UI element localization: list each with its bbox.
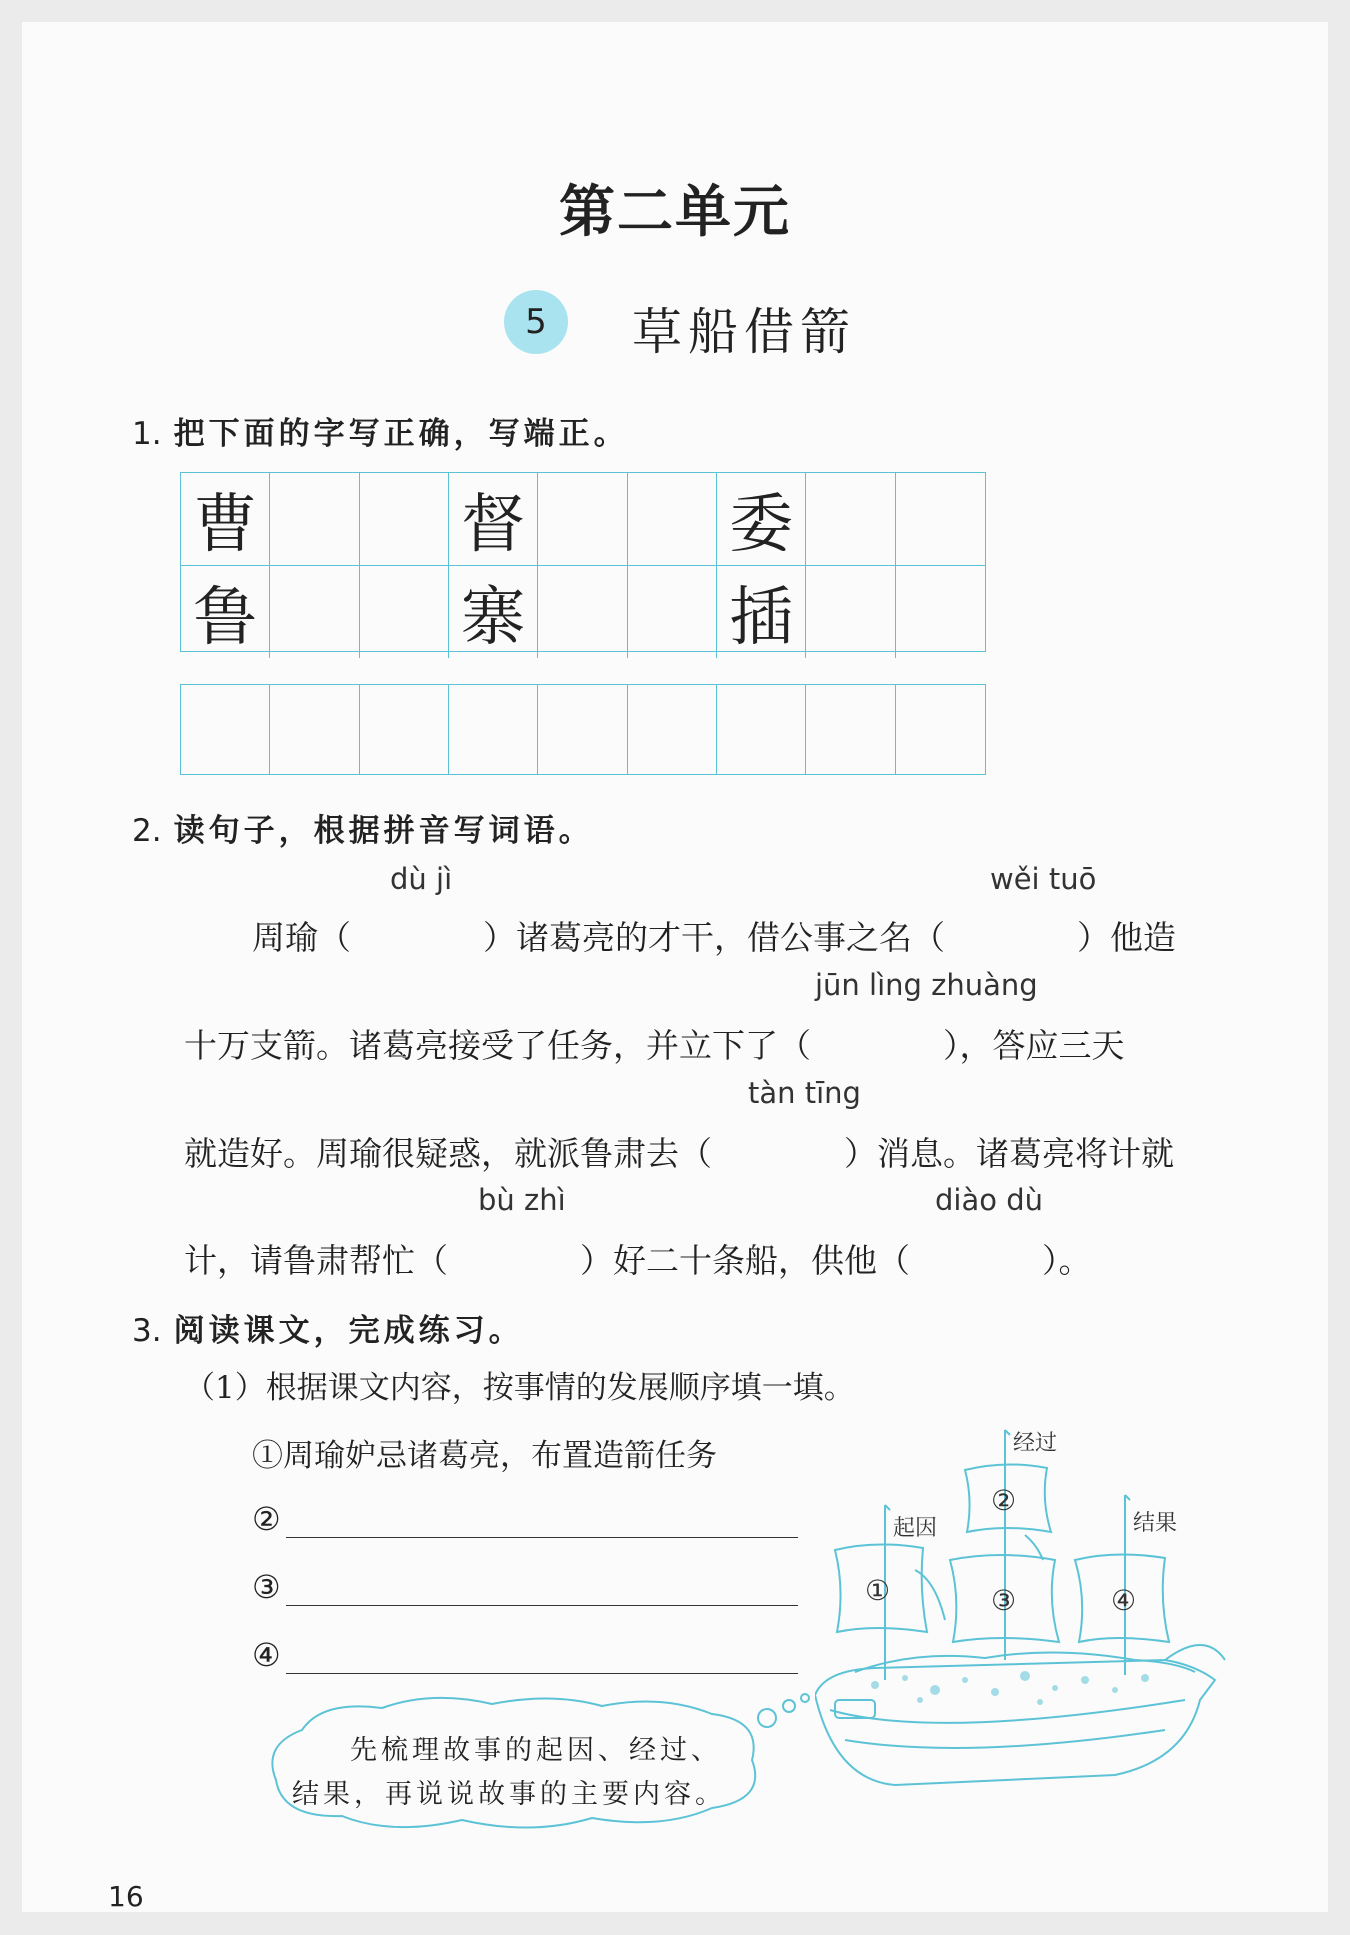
grid-cell[interactable] (538, 685, 627, 774)
answer-line-3[interactable] (286, 1605, 798, 1606)
grid-cell[interactable] (628, 473, 717, 566)
question-number: 1. (132, 416, 162, 452)
grid-cell[interactable] (896, 473, 985, 566)
flag-label: 结果 (1133, 1511, 1178, 1536)
grid-cell[interactable] (628, 685, 717, 774)
question-1-heading (132, 408, 629, 453)
grid-cell[interactable] (806, 566, 895, 658)
tip-line: 结果，再说说故事的主要内容。 (292, 1779, 726, 1810)
grid-cell: 寨 (449, 566, 538, 658)
grid-cell[interactable] (449, 685, 538, 774)
lesson-number-badge: 5 (504, 290, 568, 354)
grid-cell[interactable] (896, 685, 985, 774)
question-number: 2. (132, 813, 162, 849)
grid-cell[interactable] (628, 566, 717, 658)
grid-cell: 插 (717, 566, 806, 658)
question-prompt: 读句子，根据拼音写词语。 (173, 813, 594, 849)
answer-line-2[interactable] (286, 1537, 798, 1538)
lesson-title: 草船借箭 (632, 303, 856, 361)
grid-cell[interactable] (896, 566, 985, 658)
page-number: 16 (108, 1880, 144, 1913)
grid-cell: 委 (717, 473, 806, 566)
sentence-line: 周瑜（ ）诸葛亮的才干，借公事之名（ ）他造 (252, 918, 1176, 957)
pinyin-label: diào dù (935, 1183, 1043, 1217)
sail-mark: ③ (991, 1584, 1017, 1617)
grid-cell: 鲁 (181, 566, 270, 658)
character-grid-practice (180, 472, 986, 655)
pinyin-label: bù zhì (478, 1183, 566, 1217)
grid-cell: 督 (449, 473, 538, 566)
pinyin-label: wěi tuō (990, 862, 1097, 896)
sequence-marker: ② (252, 1500, 281, 1538)
grid-cell[interactable] (717, 685, 806, 774)
grid-cell[interactable] (806, 685, 895, 774)
sentence-line: 十万支箭。诸葛亮接受了任务，并立下了（ ），答应三天 (184, 1026, 1125, 1065)
grid-cell[interactable] (360, 566, 449, 658)
sail-mark: ② (991, 1484, 1017, 1517)
sentence-line: 计，请鲁肃帮忙（ ）好二十条船，供他（ ）。 (184, 1241, 1092, 1280)
ship-illustration (815, 1410, 1235, 1800)
tip-line: 先梳理故事的起因、经过、 (350, 1735, 722, 1766)
question-prompt: 把下面的字写正确，写端正。 (173, 416, 629, 452)
grid-cell[interactable] (538, 473, 627, 566)
grid-cell[interactable] (181, 685, 270, 774)
grid-cell[interactable] (806, 473, 895, 566)
pinyin-label: tàn tīng (748, 1076, 861, 1110)
grid-cell[interactable] (360, 473, 449, 566)
grid-cell[interactable] (270, 566, 359, 658)
question-2-heading (132, 805, 594, 850)
sail-mark: ④ (1111, 1584, 1137, 1617)
grid-cell: 曹 (181, 473, 270, 566)
pinyin-label: dù jì (390, 862, 453, 896)
sequence-marker: ③ (252, 1568, 281, 1606)
unit-title: 第二单元 (559, 179, 791, 245)
sequence-marker: ④ (252, 1636, 281, 1674)
flag-label: 起因 (893, 1516, 938, 1541)
grid-cell[interactable] (270, 473, 359, 566)
sentence-line: 就造好。周瑜很疑惑，就派鲁肃去（ ）消息。诸葛亮将计就 (184, 1134, 1174, 1173)
grid-cell[interactable] (538, 566, 627, 658)
sequence-item-1: ①周瑜妒忌诸葛亮，布置造箭任务 (252, 1438, 717, 1474)
flag-label: 经过 (1013, 1431, 1058, 1456)
grid-cell[interactable] (270, 685, 359, 774)
question-number: 3. (132, 1313, 162, 1349)
pinyin-label: jūn lìng zhuàng (815, 968, 1038, 1002)
sub-question-1: （1）根据课文内容，按事情的发展顺序填一填。 (184, 1370, 855, 1406)
answer-line-4[interactable] (286, 1673, 798, 1674)
grid-cell[interactable] (360, 685, 449, 774)
sail-mark: ① (865, 1574, 891, 1607)
question-prompt: 阅读课文，完成练习。 (173, 1313, 524, 1349)
character-grid-extra (180, 684, 986, 775)
question-3-heading (132, 1305, 524, 1350)
